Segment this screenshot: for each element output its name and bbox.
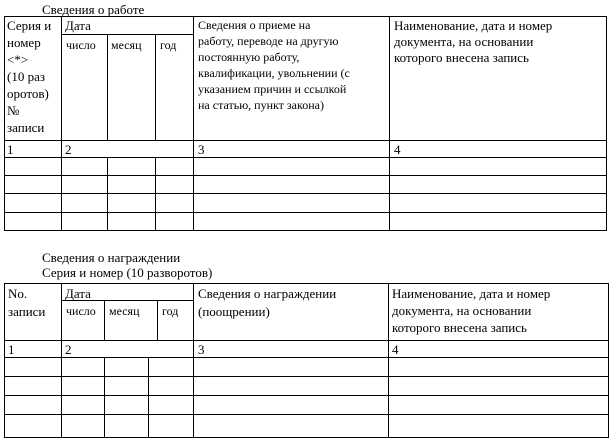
header-line: номер (7, 35, 41, 50)
awards-date-header: Дата (65, 286, 91, 301)
header-line: оротов) (7, 86, 49, 101)
work-year-header: год (160, 38, 177, 52)
header-line: работу, переводе на другую (198, 34, 339, 48)
awards-col-number-4: 4 (392, 342, 399, 357)
header-line: No. (8, 286, 28, 301)
awards-col-number-2: 2 (65, 342, 72, 357)
header-line: Серия и (7, 18, 52, 33)
work-doc-header (394, 18, 552, 65)
header-line: № (7, 103, 20, 118)
work-col-number-2: 2 (65, 142, 72, 157)
awards-col-number-3: 3 (198, 342, 205, 357)
work-series-header (7, 18, 51, 135)
work-day-header: число (66, 38, 96, 52)
header-line: (поощрении) (198, 304, 270, 319)
awards-info-header (198, 286, 336, 319)
work-col-number-4: 4 (394, 142, 401, 157)
work-month-header: месяц (111, 38, 142, 52)
header-line: документа, на основании (392, 303, 532, 318)
header-line: которого внесена запись (392, 320, 527, 335)
section-awards-caption: Сведения о награждении (42, 250, 181, 265)
section-awards-series-caption: Серия и номер (10 разворотов) (42, 265, 213, 280)
work-info-header (198, 18, 350, 113)
header-line: <*> (7, 52, 29, 67)
header-line: которого внесена запись (394, 50, 529, 65)
awards-month-header: месяц (109, 304, 140, 318)
section-work-caption: Сведения о работе (42, 2, 145, 17)
header-line: Наименование, дата и номер (394, 18, 553, 33)
header-line: документа, на основании (394, 34, 534, 49)
work-col-number-3: 3 (198, 142, 205, 157)
header-line: Сведения о награждении (198, 286, 337, 301)
header-line: квалификации, увольнении (с (198, 66, 350, 80)
work-date-header: Дата (65, 18, 91, 33)
header-line: записи (7, 120, 45, 135)
header-line: Наименование, дата и номер (392, 286, 551, 301)
work-col-number-1: 1 (7, 142, 14, 157)
header-line: Сведения о приеме на (198, 18, 311, 32)
awards-year-header: год (162, 304, 179, 318)
header-line: на статью, пункт закона) (198, 98, 324, 112)
header-line: указанием причин и ссылкой (198, 82, 347, 96)
header-line: постоянную работу, (198, 50, 300, 64)
awards-col-number-1: 1 (8, 342, 15, 357)
header-line: записи (8, 304, 46, 319)
awards-doc-header (392, 286, 550, 335)
awards-day-header: число (66, 304, 96, 318)
header-line: (10 раз (7, 69, 45, 84)
awards-num-header (8, 286, 45, 319)
